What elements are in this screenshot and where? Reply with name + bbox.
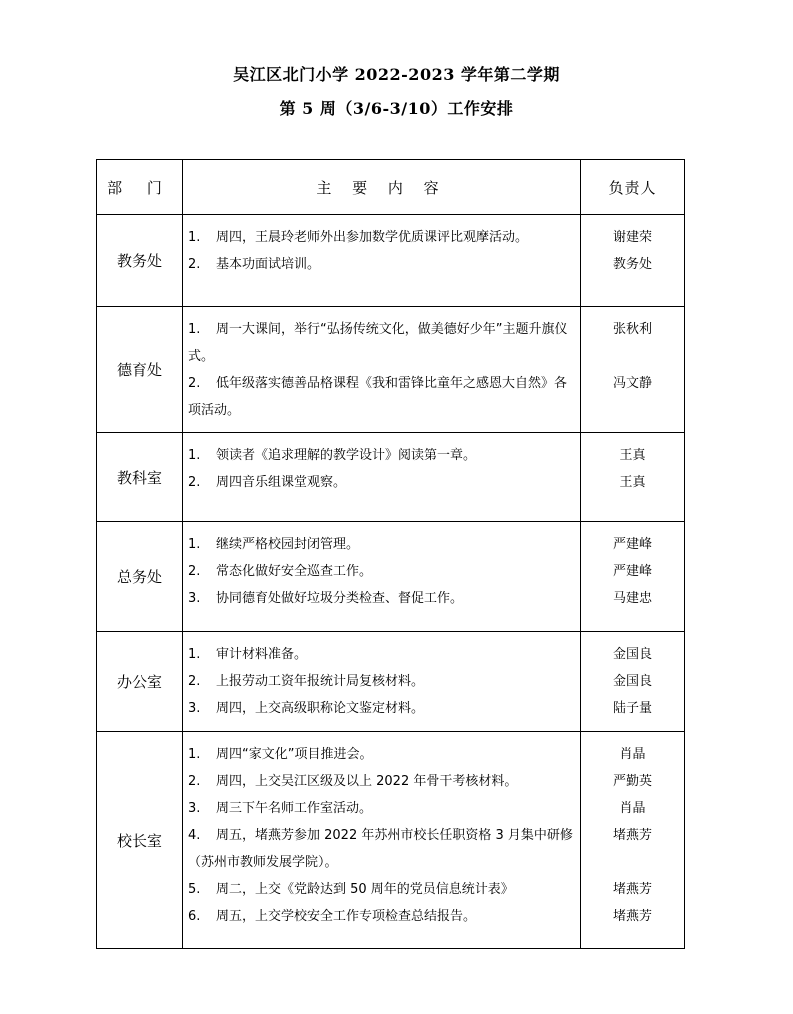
content-cell [183,433,581,522]
list-item: 3. 周三下午名师工作室活动。 [188,801,373,816]
header-content: 主 要 内 容 [183,160,581,215]
owner-name: 王真 [619,448,646,463]
list-item: 2. 常态化做好安全巡查工作。 [188,564,373,579]
owner-name: 堵燕芳 [612,828,652,843]
list-item: 2. 上报劳动工资年报统计局复核材料。 [188,674,425,689]
content-cell [183,215,581,307]
table-row [97,732,685,949]
owner-name: 冯文静 [612,376,652,391]
header-owner: 负责人 [581,160,685,215]
owner-name: 严建峰 [612,564,652,579]
list-item: 5. 周二，上交《党龄达到 50 周年的党员信息统计表》 [188,882,514,897]
page-title-line-2: 第 5 周（3/6-3/10）工作安排 [279,99,514,118]
table-row [97,215,685,307]
page-title-line-1: 吴江区北门小学 2022-2023 学年第二学期 [233,65,560,84]
list-item: 2. 周四音乐组课堂观察。 [188,475,347,490]
owner-cell [581,632,685,732]
list-item: 1. 周四“家文化”项目推进会。 [188,747,373,762]
list-item: 3. 周四，上交高级职称论文鉴定材料。 [188,701,425,716]
list-item: 1. 继续严格校园封闭管理。 [188,537,360,552]
owner-name: 堵燕芳 [612,909,652,924]
dept-cell: 总务处 [97,522,183,632]
owner-cell [581,522,685,632]
dept-cell: 校长室 [97,732,183,949]
list-item: 1. 审计材料准备。 [188,647,308,662]
dept-cell: 教务处 [97,215,183,307]
list-item: 2. 基本功面试培训。 [188,257,321,272]
header-dept: 部 门 [97,160,183,215]
list-item: 4. 周五，堵燕芳参加 2022 年苏州市校长任职资格 3 月集中研修（苏州市教师发展学院）。 [188,828,573,870]
owner-name: 教务处 [612,257,652,272]
owner-name: 严勤英 [612,774,652,789]
table-header-row [97,160,685,215]
owner-name: 马建忠 [612,591,652,606]
owner-name: 陆子量 [612,701,652,716]
owner-cell [581,433,685,522]
list-item: 1. 周四，王晨玲老师外出参加数学优质课评比观摩活动。 [188,230,529,245]
owner-name: 谢建荣 [612,230,652,245]
table-row [97,632,685,732]
list-item: 1. 领读者《追求理解的教学设计》阅读第一章。 [188,448,477,463]
list-item: 1. 周一大课间，举行“弘扬传统文化，做美德好少年”主题升旗仪式。 [188,322,568,364]
owner-cell [581,307,685,433]
content-cell [183,632,581,732]
list-item: 2. 周四，上交吴江区级及以上 2022 年骨干考核材料。 [188,774,518,789]
content-cell [183,732,581,949]
table-row [97,307,685,433]
owner-name: 金国良 [612,647,652,662]
content-cell [183,522,581,632]
dept-cell: 教科室 [97,433,183,522]
list-item: 2. 低年级落实德善品格课程《我和雷锋比童年之感恩大自然》各项活动。 [188,376,568,418]
owner-name: 王真 [619,475,646,490]
owner-name: 肖晶 [619,747,646,762]
dept-cell: 办公室 [97,632,183,732]
owner-name: 堵燕芳 [612,882,652,897]
owner-cell [581,215,685,307]
content-cell [183,307,581,433]
owner-cell [581,732,685,949]
owner-name: 张秋利 [612,322,652,337]
schedule-table [96,159,685,949]
owner-name: 肖晶 [619,801,646,816]
dept-cell: 德育处 [97,307,183,433]
table-row [97,522,685,632]
owner-name: 严建峰 [612,537,652,552]
owner-name: 金国良 [612,674,652,689]
table-row [97,433,685,522]
list-item: 3. 协同德育处做好垃圾分类检查、督促工作。 [188,591,464,606]
list-item: 6. 周五，上交学校安全工作专项检查总结报告。 [188,909,477,924]
